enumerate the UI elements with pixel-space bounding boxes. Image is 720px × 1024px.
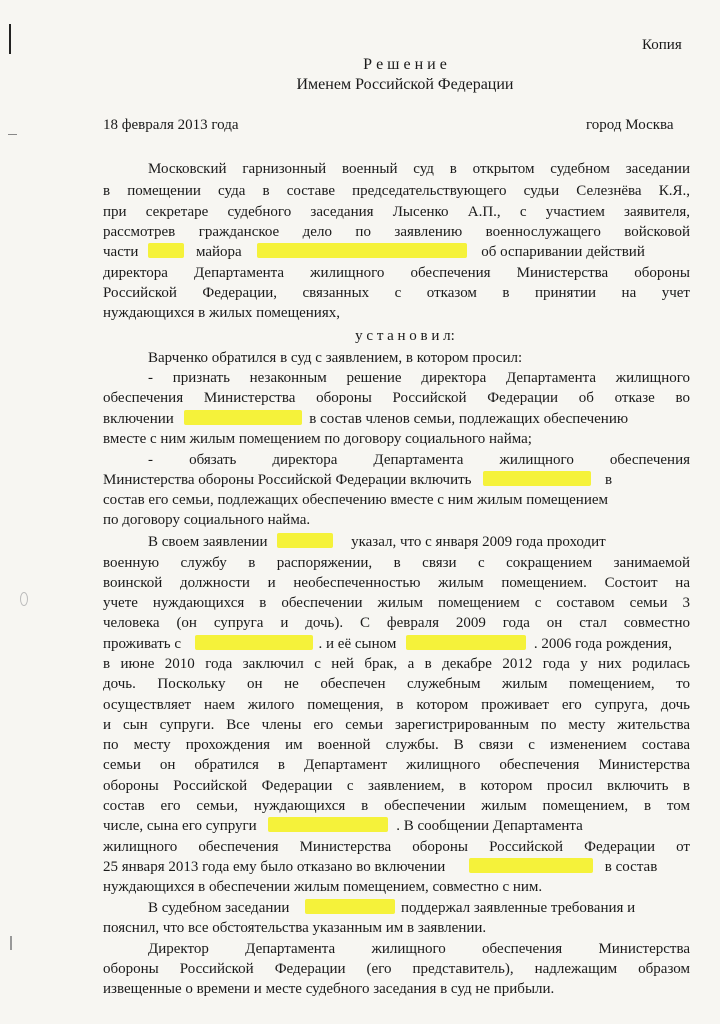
document-subtitle: Именем Российской Федерации xyxy=(296,76,514,93)
intro-line: в помещении суда в составе председательствующего судьи Селезнёва К.Я., xyxy=(103,183,690,199)
redaction-mark xyxy=(195,635,313,650)
scan-edge-mark xyxy=(9,24,11,54)
body-line: военную службу в распоряжении, в связи с сокращением занимаемой xyxy=(103,555,690,571)
body-line: по месту прохождения им военной службы. В связи с изменением состава xyxy=(103,737,690,753)
scan-edge-mark xyxy=(8,134,17,135)
body-line: вместе с ним жилым помещением по договору социального найма; xyxy=(103,431,532,447)
body-line xyxy=(148,533,606,551)
body-text: . 2006 года рождения, xyxy=(533,636,672,652)
body-line: состав его семьи, подлежащих обеспечению вместе с ним жилым помещением xyxy=(103,492,609,508)
intro-line: рассмотрев гражданское дело по заявлению военнослужащего войсковой xyxy=(103,224,690,240)
intro-line xyxy=(103,243,645,261)
body-text: . В сообщении Департамента xyxy=(396,818,583,834)
body-line xyxy=(103,635,672,653)
body-line: пояснил, что все обстоятельства указанным им в заявлении. xyxy=(103,920,487,936)
copy-label: Копия xyxy=(642,37,682,53)
body-text: указал, что с января 2009 года проходит xyxy=(351,534,606,550)
scan-edge-mark xyxy=(10,936,12,950)
body-line: в июне 2010 года заключил с ней брак, а в декабре 2012 года у них родилась xyxy=(103,656,690,672)
body-text: . и её сыном xyxy=(318,636,397,652)
body-line: - обязать директора Департамента жилищного обеспечения xyxy=(148,452,690,468)
body-line: Варченко обратился в суд с заявлением, в котором просил: xyxy=(148,350,523,366)
body-line: - признать незаконным решение директора Департамента жилищного xyxy=(148,370,690,386)
body-text: В судебном заседании xyxy=(148,900,290,916)
body-line: обеспечения Министерства обороны Российской Федерации об отказе во xyxy=(103,390,690,406)
body-line xyxy=(103,817,583,835)
body-text: Министерства обороны Российской Федерации включить xyxy=(103,472,472,488)
redaction-mark xyxy=(483,471,591,486)
body-line xyxy=(103,471,612,489)
redaction-mark xyxy=(184,410,302,425)
intro-text: части xyxy=(103,244,139,260)
body-line: учете нуждающихся в обеспечении жилым помещением с составом семьи 3 xyxy=(103,595,690,611)
body-line xyxy=(148,899,635,917)
body-line: обороны Российской Федерации (его представитель), надлежащим образом xyxy=(103,961,690,977)
redaction-mark xyxy=(406,635,526,650)
body-line xyxy=(103,858,657,876)
body-line xyxy=(103,410,628,428)
body-line: человека (он супруга и дочь). С февраля 2009 года он стал совместно xyxy=(103,615,690,631)
redaction-mark xyxy=(469,858,593,873)
redaction-mark xyxy=(148,243,184,258)
body-line: извещенные о времени и месте судебного заседания в суд не прибыли. xyxy=(103,981,555,997)
body-text: В своем заявлении xyxy=(148,534,268,550)
body-text: в xyxy=(605,472,613,488)
body-line: и сын супруги. Все члены его семьи зарегистрированным по месту жительства xyxy=(103,717,690,733)
intro-line: Российской Федерации, связанных с отказом в принятии на учет xyxy=(103,285,690,301)
body-line: воинской должности и необеспеченностью жилым помещением. Состоит на xyxy=(103,575,690,591)
body-text: 25 января 2013 года ему было отказано во включении xyxy=(103,859,446,875)
body-text: в состав xyxy=(604,859,658,875)
punch-hole-mark xyxy=(20,592,28,606)
redaction-mark xyxy=(268,817,388,832)
redaction-mark xyxy=(305,899,395,914)
intro-text: об оспаривании действий xyxy=(481,244,645,260)
redaction-mark xyxy=(277,533,333,548)
decision-city: город Москва xyxy=(586,117,674,133)
intro-line: при секретаре судебного заседания Лысенко А.П., с участием заявителя, xyxy=(103,204,690,220)
body-text: поддержал заявленные требования и xyxy=(400,900,636,916)
body-line: дочь. Поскольку он не обеспечен служебным жилым помещением, то xyxy=(103,676,690,692)
intro-line: нуждающихся в жилых помещениях, xyxy=(103,305,340,321)
body-line: обороны Российской Федерации с заявлением, в котором просил включить в xyxy=(103,778,690,794)
body-line: семьи он обратился в Департамент жилищного обеспечения Министерства xyxy=(103,757,690,773)
body-text: числе, сына его супруги xyxy=(103,818,257,834)
body-text: включении xyxy=(103,411,174,427)
body-line: по договору социального найма. xyxy=(103,512,311,528)
body-line: жилищного обеспечения Министерства обороны Российской Федерации от xyxy=(103,839,690,855)
decision-date: 18 февраля 2013 года xyxy=(103,117,239,133)
body-text: в состав членов семьи, подлежащих обеспечению xyxy=(309,411,629,427)
body-line: Директор Департамента жилищного обеспечения Министерства xyxy=(148,941,690,957)
body-text: проживать с xyxy=(103,636,182,652)
intro-line: директора Департамента жилищного обеспечения Министерства обороны xyxy=(103,265,690,281)
document-title: Р е ш е н и е xyxy=(363,56,447,73)
intro-text: майора xyxy=(195,244,242,260)
body-line: нуждающихся в обеспечении жилым помещением, совместно с ним. xyxy=(103,879,543,895)
intro-line: Московский гарнизонный военный суд в открытом судебном заседании xyxy=(148,161,690,177)
body-line: осуществляет наем жилого помещения, в котором проживает его супруга, дочь xyxy=(103,697,690,713)
section-heading: у с т а н о в и л: xyxy=(355,328,455,344)
body-line: состав его семьи, нуждающихся в обеспечении жилым помещением, в том xyxy=(103,798,690,814)
redaction-mark xyxy=(257,243,467,258)
